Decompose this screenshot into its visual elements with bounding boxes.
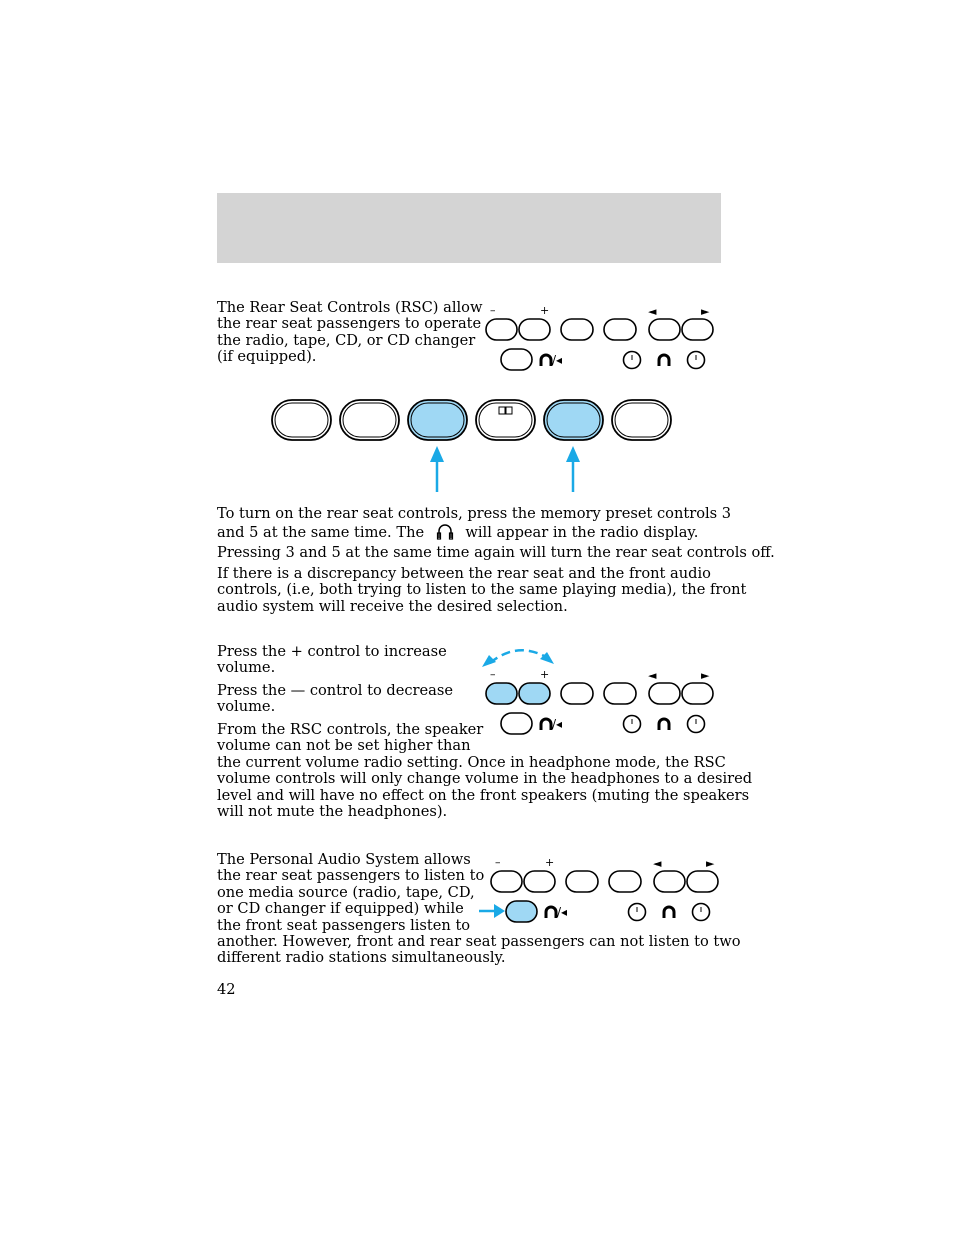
seek-right-label: ► [701, 305, 710, 318]
text-line: If there is a discrepancy between the rear seat and the front audio [217, 565, 711, 582]
text-fragment: and 5 at the same time. The [217, 524, 425, 542]
volume-plus-label: + [540, 668, 550, 681]
text-line: (if equipped). [217, 348, 317, 366]
volume-minus-label: – [495, 856, 501, 869]
text-line: the current volume radio setting. Once in headphone mode, the RSC [217, 753, 726, 771]
text-line: controls, (i.e, both trying to listen to the same playing media), the front [217, 581, 747, 599]
seek-right-label: ► [706, 857, 715, 870]
page-number: 42 [217, 981, 236, 998]
volume-minus-button[interactable] [491, 871, 522, 892]
text-line: Press the + control to increase [217, 643, 447, 660]
text-line: The Rear Seat Controls (RSC) allow [217, 299, 483, 316]
text-line: Press the — control to decrease [217, 682, 453, 699]
text-line: will not mute the headphones). [217, 803, 448, 821]
seek-right-label: ► [701, 669, 710, 682]
text-line: another. However, front and rear seat passengers can not listen to two [217, 933, 741, 951]
volume-minus-label: – [490, 668, 496, 681]
text-line: Pressing 3 and 5 at the same time again will turn the rear seat controls off. [217, 544, 775, 561]
text-line: one media source (radio, tape, CD, [217, 883, 475, 901]
text-line: or CD changer if equipped) while [217, 900, 464, 918]
pointer-arrow-mode [479, 904, 505, 918]
text-line: To turn on the rear seat controls, press the memory preset controls 3 [217, 505, 732, 522]
volume-plus-button[interactable] [524, 871, 555, 892]
text-line: From the RSC controls, the speaker [217, 721, 484, 738]
headphone-icon [546, 907, 556, 918]
text-line: the front seat passengers listen to [217, 916, 471, 934]
seek-right-button[interactable] [687, 871, 718, 892]
mode-button[interactable] [506, 901, 537, 922]
text-line: the rear seat passengers to operate [217, 315, 482, 333]
volume-plus-label: + [545, 856, 555, 869]
seek-left-label: ◄ [653, 857, 662, 870]
mode-label: /◂ [552, 353, 563, 367]
text-line: different radio stations simultaneously. [217, 949, 506, 967]
source-button[interactable] [566, 871, 598, 892]
text-line: the radio, tape, CD, or CD changer [217, 331, 476, 349]
volume-minus-label: – [490, 304, 496, 317]
mode-label: /◂ [552, 717, 563, 731]
rsc-panel [491, 856, 718, 922]
seek-left-label: ◄ [648, 305, 657, 318]
text-line: The Personal Audio System allows [217, 851, 471, 868]
seek-left-label: ◄ [648, 669, 657, 682]
text-line: level and will have no effect on the front speakers (muting the speakers [217, 786, 750, 804]
text-line: the rear seat passengers to listen to [217, 867, 485, 885]
text-line: volume controls will only change volume in the headphones to a desired [217, 770, 753, 788]
text-line: volume. [217, 698, 276, 716]
volume-plus-label: + [540, 304, 550, 317]
text-line: volume can not be set higher than [217, 737, 471, 755]
text-line: volume. [217, 659, 276, 677]
text-fragment: will appear in the radio display. [465, 524, 699, 542]
text-line: audio system will receive the desired selection. [217, 597, 568, 615]
memory-button[interactable] [609, 871, 641, 892]
seek-left-button[interactable] [654, 871, 685, 892]
mode-label: /◂ [557, 905, 568, 919]
headphone-icon [664, 907, 674, 918]
